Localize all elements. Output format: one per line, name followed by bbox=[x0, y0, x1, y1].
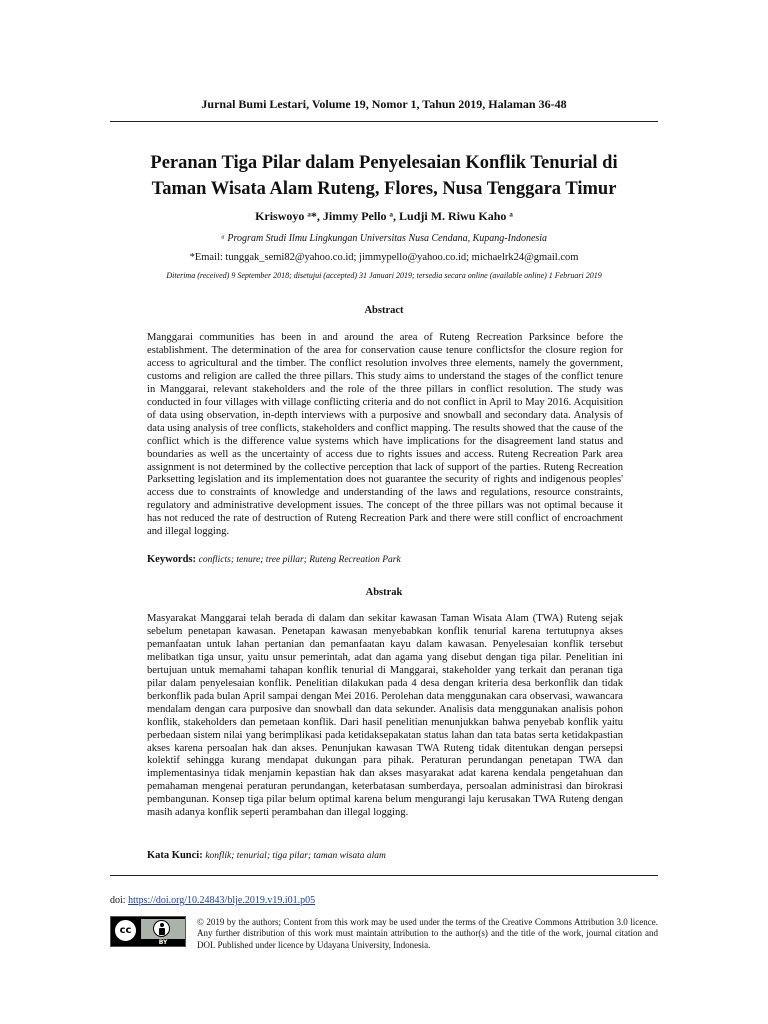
publication-dates: Diterima (received) 9 September 2018; disetujui (accepted) 31 Januari 2019; tersedia secara online (available online) 1 Februari 2019 bbox=[166, 271, 602, 280]
abstrak-body: Masyarakat Manggarai telah berada di dalam dan sekitar kawasan Taman Wisata Alam (TWA) Ruteng sejak sebelum penetapan kawasan. Penetapan kawasan menyebabkan konflik tenurial karena tertutupnya akses pemanfaatan untuk lahan pertanian dan pemanfaatan kayu dalam kawasan. Penyelesaian konflik tersebut melibatkan tiga unsur, yaitu unsur pemerintah, adat dan agama yang disebut dengan tiga pilar. Penelitian ini bertujuan untuk memahami tahapan konflik tenurial di Manggarai, stakeholder yang terkait dan peranan tiga pilar dalam penyelesaian konflik. Penelitian dilakukan pada 4 desa dengan kriteria desa berkonflik dan tidak berkonflik pada bulan April sampai dengan Mei 2016. Perolehan data menggunakan cara observasi, wawancara mendalam dengan cara purposive dan snowball dan data sekunder. Analisis data menggunakan analisis pohon konflik, stakeholders dan pemetaan konflik. Dari hasil penelitian menunjukkan bahwa penyebab konflik yaitu perbedaan sistem nilai yang berimplikasi pada ketidaksepakatan status lahan dan tata batas serta ketidakpastian akses karena persoalan hak dan akses. Penunjukan kawasan TWA Ruteng tidak ditentukan dengan persepsi kolektif sehingga kurang mendapat dukungan para pihak. Peraturan perundangan penetapan TWA dan implementasinya tidak menjamin kepastian hak dan akses masyarakat adat karena kendala pengetahuan dan pemahaman mengenai peraturan perundangan, keterbatasan sumberdaya, persoalan administrasi dan birokrasi pembangunan. Konsep tiga pilar belum optimal karena belum mengurangi laju kerusakan TWA Ruteng dengan masih adanya konflik seperti perambahan dan illegal logging. bbox=[147, 613, 623, 819]
keywords-line bbox=[147, 554, 623, 565]
keywords-value: conflicts; tenure; tree pillar; Ruteng Recreation Park bbox=[198, 555, 401, 565]
title-line-1: Peranan Tiga Pilar dalam Penyelesaian Konflik Tenurial di bbox=[150, 153, 618, 173]
paper-page bbox=[110, 0, 658, 1024]
paper-title bbox=[110, 150, 658, 202]
doi-line bbox=[110, 895, 315, 906]
by-label: BY bbox=[158, 939, 168, 946]
abstract-body: Manggarai communities has been in and around the area of Ruteng Recreation Parksince before the establishment. The determination of the area for conservation cause tenure conflictsfor the closure region for access to agricultural and the timber. The conflict resolution involves three elements, namely the government, customs and religion are called the three pillars. This study aims to understand the stages of the conflict tenure in Manggarai, relevant stakeholders and the role of the three pillars in conflict resolution. The study was conducted in four villages with village conflicting criteria and do not conflict in April to May 2016. Acquisition of data using observation, in-depth interviews with a purposive and snowball and secondary data. Analysis of data using analysis of tree conflicts, stakeholders and conflict mapping. The results showed that the cause of the conflict which is the difference value systems which have implications for the disagreement land status and boundaries as well as the uncertainty of access due to rights issues and access. Ruteng Recreation Park area assignment is not determined by the collective perception that lack of support of the parties. Ruteng Recreation Parksetting legislation and its implementation does not guarantee the security of rights and indigenous peoples' access due to constraints of knowledge and understanding of the laws and regulations, resource constraints, regulatory and administrative development issues. The concept of the three pillars was not optimal because it has not reduced the rate of destruction of Ruteng Recreation Park and there were still conflict of encroachment and illegal logging. bbox=[147, 332, 623, 538]
doi-label: doi: bbox=[110, 895, 126, 906]
doi-link[interactable]: https://doi.org/10.24843/blje.2019.v19.i01.p05 bbox=[128, 895, 316, 906]
footer-divider bbox=[110, 875, 658, 876]
abstract-heading: Abstract bbox=[364, 305, 404, 316]
kata-kunci-line bbox=[147, 850, 623, 861]
header-divider bbox=[110, 121, 658, 122]
affiliation: ᵃ Program Studi Ilmu Lingkungan Universitas Nusa Cendana, Kupang-Indonesia bbox=[220, 233, 548, 244]
contact-email: *Email: tunggak_semi82@yahoo.co.id; jimmypello@yahoo.co.id; michaelrk24@gmail.com bbox=[189, 252, 579, 263]
keywords-label: Keywords: bbox=[147, 554, 196, 565]
attribution-person-icon bbox=[153, 920, 170, 937]
title-line-2: Taman Wisata Alam Ruteng, Flores, Nusa Tenggara Timur bbox=[151, 179, 617, 199]
kata-kunci-label: Kata Kunci: bbox=[147, 850, 203, 861]
cc-by-license-icon[interactable] bbox=[110, 916, 186, 947]
kata-kunci-value: konflik; tenurial; tiga pilar; taman wisata alam bbox=[205, 851, 386, 861]
journal-header: Jurnal Bumi Lestari, Volume 19, Nomor 1, Tahun 2019, Halaman 36-48 bbox=[201, 97, 567, 111]
author-list: Kriswoyo ᵃ*, Jimmy Pello ᵃ, Ludji M. Riwu Kaho ᵃ bbox=[255, 209, 513, 223]
cc-icon: cc bbox=[113, 918, 138, 943]
abstrak-heading: Abstrak bbox=[365, 587, 403, 598]
license-statement: © 2019 by the authors; Content from this work may be used under the terms of the Creative Commons Attribution 3.0 licence. Any further distribution of this work must maintain attribution to the author(s) and the title of the work, journal citation and DOI. Published under licence by Udayana University, Indonesia. bbox=[197, 917, 658, 950]
